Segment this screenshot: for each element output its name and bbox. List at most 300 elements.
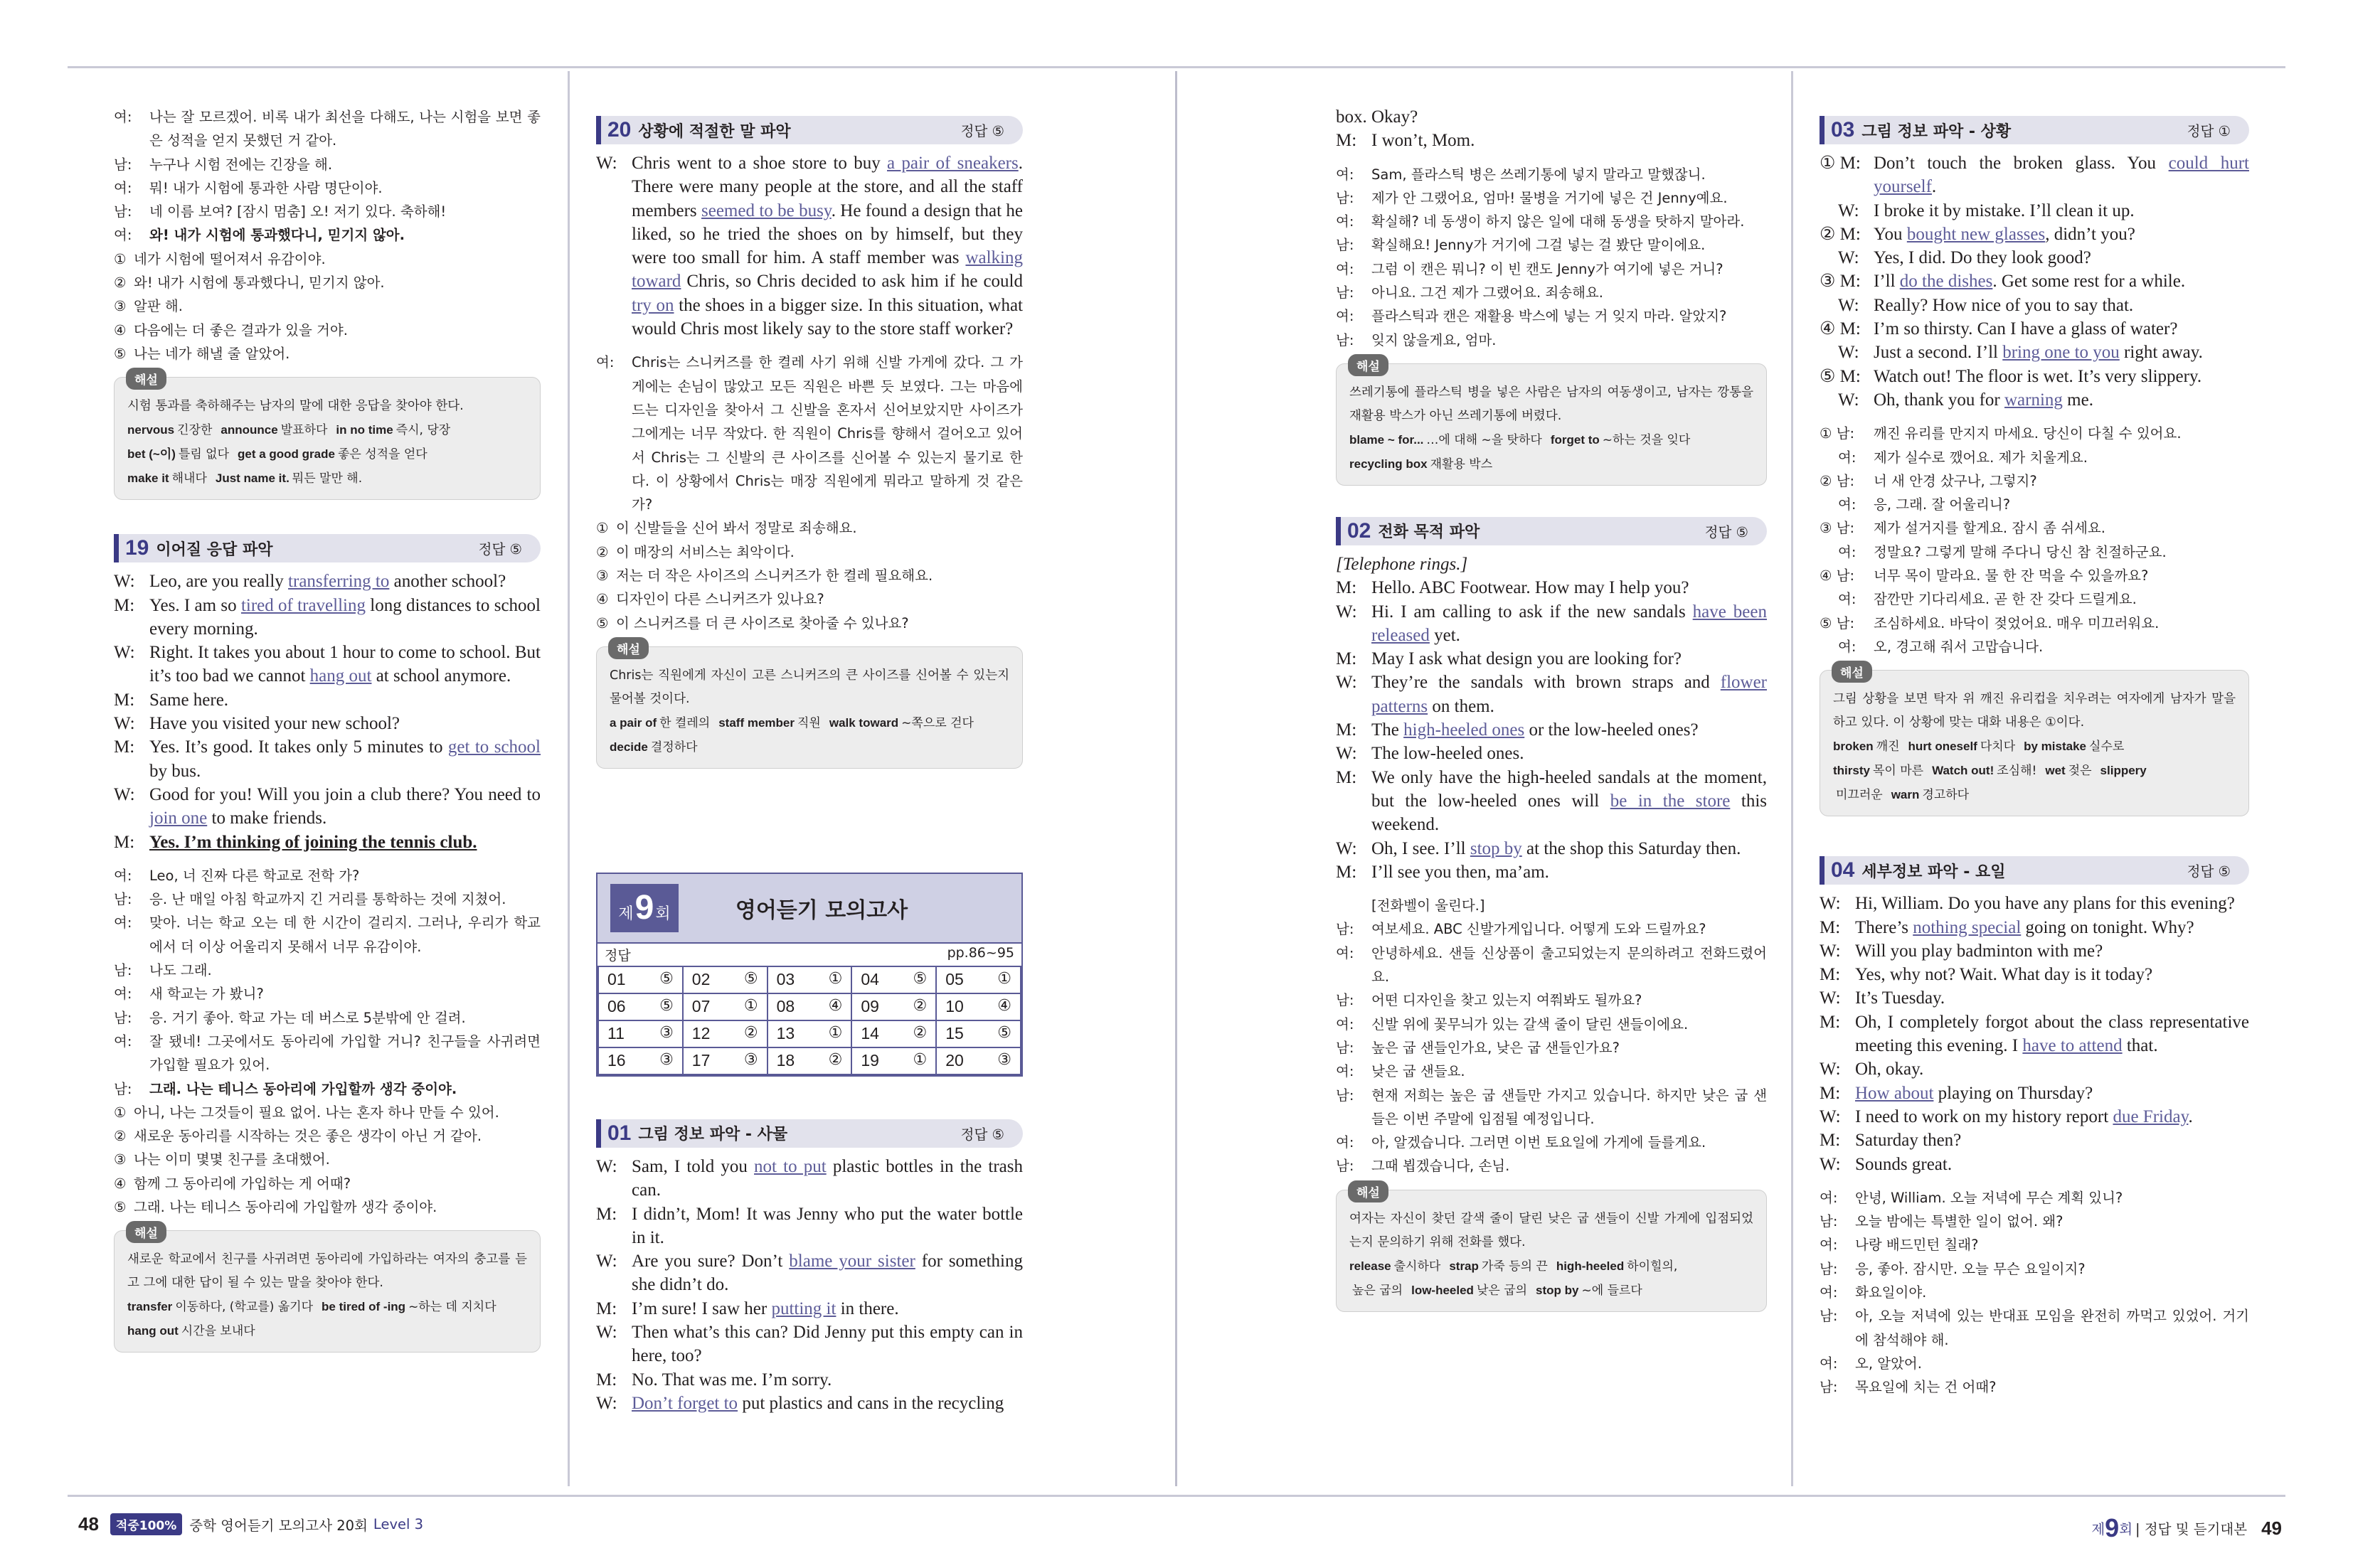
vocab-meaning: ~쪽으로 걷다 bbox=[901, 715, 974, 730]
option-item bbox=[114, 1195, 541, 1219]
text-segment: , didn’t you? bbox=[2045, 224, 2135, 244]
answer-cell bbox=[598, 1020, 683, 1047]
vocab-line bbox=[1833, 735, 2236, 759]
question-type: 상황에 적절한 말 파악 bbox=[638, 122, 791, 141]
answer-cell bbox=[683, 993, 767, 1020]
dialogue-03-english bbox=[1820, 151, 2249, 412]
option-text: 와! 내가 시험에 통과했다니, 믿기지 않아. bbox=[134, 274, 385, 292]
dialogue-line bbox=[1820, 1304, 2249, 1352]
option-text: 이 스니커즈를 더 큰 사이즈로 찾아줄 수 있나요? bbox=[616, 614, 909, 631]
explanation-tag: 해설 bbox=[126, 368, 166, 390]
speaker-label: W: bbox=[1820, 894, 1841, 914]
speaker-label: W: bbox=[1820, 941, 1841, 961]
line-text bbox=[1855, 1057, 2249, 1081]
vocab-term: stop by bbox=[1536, 1283, 1579, 1297]
keyword-underline: hang out bbox=[309, 666, 372, 686]
line-text bbox=[1855, 1129, 2249, 1152]
question-number: 01 bbox=[607, 1121, 632, 1145]
vocab-term: walk toward bbox=[829, 715, 899, 730]
question-number: 20 bbox=[607, 118, 632, 142]
option-text: 그래. 나는 테니스 동아리에 가입할까 생각 중이야. bbox=[134, 1198, 437, 1215]
explanation-text: Chris는 직원에게 자신이 고른 스니커즈의 큰 사이즈를 신어볼 수 있는지 물어볼 것이다. bbox=[610, 668, 1009, 706]
line-text bbox=[1855, 892, 2249, 915]
dialogue-line bbox=[1820, 540, 2249, 564]
section-header bbox=[114, 534, 541, 562]
speaker-label: ③ 남: bbox=[1820, 520, 1855, 537]
line-text bbox=[1855, 939, 2249, 963]
text-segment: I broke it by mistake. I’ll clean it up. bbox=[1874, 201, 2135, 220]
dialogue-line bbox=[1336, 742, 1767, 765]
text-segment: Just a second. I’ll bbox=[1874, 343, 2003, 363]
vocab-line bbox=[127, 1319, 527, 1343]
text-segment: I’m so thirsty. Can I have a glass of water? bbox=[1874, 319, 2178, 339]
option-number: ④ bbox=[596, 591, 609, 608]
line-text bbox=[149, 783, 541, 831]
line-text: 확실해? 네 동생이 하지 않은 일에 대해 동생을 탓하지 말아라. bbox=[1371, 213, 1745, 230]
vocab-meaning: 직원 bbox=[797, 715, 821, 730]
explanation-box-03 bbox=[1820, 666, 2249, 816]
answer-choice: ② bbox=[743, 1024, 758, 1042]
question-no: 15 bbox=[945, 1024, 964, 1043]
option-number: ④ bbox=[114, 1175, 127, 1192]
speaker-label: 여: bbox=[1336, 260, 1354, 277]
dialogue-01-english-cont bbox=[1336, 105, 1767, 153]
vocab-line bbox=[1349, 428, 1753, 452]
dialogue-line bbox=[1336, 129, 1767, 152]
answer-choice: ③ bbox=[659, 1051, 674, 1070]
speaker-label: M: bbox=[1820, 1083, 1841, 1103]
vocab-meaning: ~에 들르다 bbox=[1581, 1283, 1642, 1298]
answer-label: 정답 ⑤ bbox=[960, 1126, 1004, 1143]
speaker-label: W: bbox=[1838, 390, 1859, 410]
dialogue-line bbox=[114, 982, 541, 1006]
line-text: 나랑 배드민턴 칠래? bbox=[1855, 1237, 1979, 1254]
answer-cell bbox=[936, 993, 1021, 1020]
speaker-label: W: bbox=[596, 1323, 617, 1343]
text-segment: going on tonight. Why? bbox=[2021, 917, 2194, 937]
section-header-02 bbox=[1336, 517, 1767, 545]
dialogue-04-english bbox=[1820, 892, 2249, 1176]
line-text: 잠깐만 기다리세요. 곧 한 잔 갖다 드릴게요. bbox=[1874, 591, 2137, 608]
dialogue-line bbox=[596, 1202, 1023, 1250]
dialogue-line bbox=[1336, 647, 1767, 671]
option-text: 네가 시험에 떨어져서 유감이야. bbox=[134, 250, 326, 267]
speaker-label: ⑤ M: bbox=[1820, 366, 1861, 386]
dialogue-line bbox=[114, 105, 541, 153]
text-segment: this weekend. bbox=[1371, 791, 1768, 835]
line-text: 오늘 밤에는 특별한 일이 없어. 왜? bbox=[1855, 1213, 2063, 1230]
line-text bbox=[1371, 718, 1767, 742]
line-text bbox=[1855, 1010, 2249, 1058]
vocab-term: thirsty bbox=[1833, 764, 1870, 778]
vocab-meaning: 젖은 bbox=[2068, 764, 2092, 779]
dialogue-line bbox=[1820, 1105, 2249, 1129]
question-no: 04 bbox=[861, 970, 879, 989]
text-segment: Sam, I told you bbox=[632, 1156, 755, 1176]
dialogue-line bbox=[1820, 892, 2249, 915]
speaker-label: W: bbox=[1838, 343, 1859, 363]
speaker-label: 여: bbox=[114, 914, 132, 932]
option-number: ③ bbox=[596, 567, 609, 585]
question-no: 09 bbox=[861, 997, 879, 1016]
dialogue-line bbox=[1820, 365, 2249, 388]
book-title: 중학 영어듣기 모의고사 20회 bbox=[189, 1517, 368, 1534]
line-text: 조심하세요. 바닥이 젖었어요. 매우 미끄러워요. bbox=[1874, 614, 2160, 631]
page-number-left: 48 bbox=[78, 1513, 99, 1535]
line-text: 응, 좋아. 잠시만. 오늘 무슨 요일이지? bbox=[1855, 1260, 2086, 1277]
column-divider bbox=[1791, 71, 1793, 1486]
line-text bbox=[1855, 963, 2249, 986]
section-header-03 bbox=[1820, 116, 2249, 144]
line-text bbox=[1874, 365, 2249, 388]
dialogue-line bbox=[1820, 939, 2249, 963]
speaker-label: W: bbox=[596, 154, 617, 173]
text-segment: for something she didn’t do. bbox=[632, 1252, 1023, 1295]
vocab-term: Just name it. bbox=[215, 471, 290, 486]
dialogue-01-korean bbox=[1336, 163, 1767, 352]
keyword-underline: warning bbox=[2004, 390, 2063, 410]
vocab-meaning: 목이 마른 bbox=[1872, 764, 1924, 779]
dialogue-line bbox=[114, 1030, 541, 1077]
speaker-label: M: bbox=[1336, 862, 1357, 882]
dialogue-line bbox=[1336, 988, 1767, 1012]
answer-table bbox=[597, 966, 1021, 1075]
vocab-meaning: 좋은 성적을 얻다 bbox=[337, 447, 427, 462]
option-number: ⑤ bbox=[596, 614, 609, 631]
speaker-label: 여: bbox=[1336, 166, 1354, 183]
dialogue-line bbox=[114, 594, 541, 641]
text-segment: I’ll bbox=[1874, 272, 1900, 292]
question-no: 13 bbox=[776, 1024, 795, 1043]
line-text: 정말요? 그렇게 말해 주다니 당신 참 친절하군요. bbox=[1874, 543, 2167, 560]
question-no: 20 bbox=[945, 1051, 964, 1070]
dialogue-line bbox=[1336, 917, 1767, 941]
answer-cell bbox=[851, 1020, 936, 1047]
speaker-label: 남: bbox=[114, 962, 132, 979]
monologue-20-korean bbox=[596, 351, 1023, 516]
option-item bbox=[114, 247, 541, 271]
footer-right bbox=[2091, 1513, 2282, 1543]
option-item bbox=[114, 1172, 541, 1195]
speaker-label: M: bbox=[1336, 767, 1357, 787]
dialogue-line bbox=[1820, 1210, 2249, 1233]
speaker-label: W: bbox=[114, 643, 135, 663]
dialogue-line bbox=[1336, 576, 1767, 599]
speaker-label: W: bbox=[1820, 1154, 1841, 1174]
line-text bbox=[1855, 1105, 2249, 1129]
vocab-term: release bbox=[1349, 1259, 1391, 1273]
text-segment: me. bbox=[2062, 390, 2093, 410]
badge-number: 9 bbox=[634, 888, 654, 927]
keyword-underline: bought new glasses bbox=[1906, 224, 2046, 244]
dialogue-line bbox=[114, 911, 541, 959]
line-text: 목요일에 치는 건 어때? bbox=[1855, 1379, 1997, 1396]
text-segment: in there. bbox=[836, 1298, 899, 1318]
line-text bbox=[1874, 223, 2249, 246]
section-header-20 bbox=[596, 116, 1023, 144]
option-number: ① bbox=[596, 520, 609, 537]
dialogue-line bbox=[114, 1006, 541, 1030]
dialogue-line bbox=[1820, 1129, 2249, 1152]
text-segment: Then what’s this can? Did Jenny put this empty can in here, too? bbox=[632, 1323, 1023, 1366]
answer-label: 정답 ⑤ bbox=[960, 123, 1004, 139]
speaker-label: 남: bbox=[1336, 992, 1354, 1009]
line-text bbox=[1874, 341, 2249, 364]
speaker-label: ① 남: bbox=[1820, 425, 1855, 442]
option-text: 디자인이 다른 스니커즈가 있나요? bbox=[616, 591, 824, 608]
answer-choice: ① bbox=[997, 970, 1011, 988]
answer-choice: ③ bbox=[997, 1051, 1011, 1070]
question-type: 그림 정보 파악 - 상황 bbox=[1861, 122, 2012, 141]
speaker-label: 여: bbox=[1838, 638, 1857, 655]
dialogue-line bbox=[1820, 270, 2249, 293]
answer-cell bbox=[851, 966, 936, 993]
vocab-term: in no time bbox=[336, 423, 393, 437]
section-header bbox=[1820, 856, 2249, 885]
option-text: 저는 더 작은 사이즈의 스니커즈가 한 켤레 필요해요. bbox=[616, 567, 933, 585]
line-text bbox=[1371, 129, 1767, 152]
text-segment: by bus. bbox=[149, 761, 201, 781]
keyword-underline: Don’t forget to bbox=[632, 1393, 738, 1413]
line-text: 네 이름 보여? [잠시 멈춤] 오! 저기 있다. 축하해! bbox=[149, 203, 447, 220]
speaker-label: 남: bbox=[114, 156, 132, 173]
line-text bbox=[1874, 294, 2249, 317]
text-segment: Don’t touch the broken glass. You bbox=[1874, 154, 2169, 173]
speaker-label: W: bbox=[1820, 1060, 1841, 1079]
keyword-underline: do the dishes bbox=[1899, 272, 1993, 292]
answer-choice: ⑤ bbox=[659, 970, 674, 988]
answer-choice: ④ bbox=[828, 997, 843, 1015]
keyword-underline: flower patterns bbox=[1371, 673, 1767, 716]
option-text: 아니, 나는 그것들이 필요 없어. 나는 혼자 하나 만들 수 있어. bbox=[134, 1104, 499, 1121]
speaker-label: M: bbox=[114, 737, 135, 757]
speaker-label: M: bbox=[596, 1370, 617, 1390]
dialogue-line bbox=[596, 1297, 1023, 1321]
question-no: 03 bbox=[776, 970, 795, 989]
speaker-label: W: bbox=[596, 1156, 617, 1176]
speaker-label: ① M: bbox=[1820, 154, 1861, 173]
dialogue-18-korean bbox=[114, 105, 541, 247]
page-range: pp.86~95 bbox=[947, 944, 1014, 961]
answer-cell bbox=[767, 966, 852, 993]
line-text bbox=[1371, 647, 1767, 671]
vocab-term: nervous bbox=[127, 423, 175, 437]
explanation-box-02 bbox=[1336, 1185, 1767, 1312]
option-item bbox=[114, 271, 541, 294]
speaker-label: 남: bbox=[1336, 284, 1354, 302]
text-segment: . He found a design that he liked, so he tried the shoes on by himself, but they were too small for him. A staff member was bbox=[632, 201, 1023, 268]
option-number: ⑤ bbox=[114, 345, 127, 362]
line-text: 현재 저희는 높은 굽 샌들만 가지고 있습니다. 하지만 낮은 굽 샌들은 이번 주말에 입점될 예정입니다. bbox=[1371, 1087, 1767, 1127]
line-text: 그때 뵙겠습니다, 손님. bbox=[1371, 1158, 1510, 1175]
dialogue-line bbox=[1820, 151, 2249, 199]
dialogue-line bbox=[1336, 304, 1767, 328]
dialogue-line bbox=[1820, 564, 2249, 587]
line-text bbox=[149, 831, 541, 854]
speaker-label: W: bbox=[1820, 988, 1841, 1008]
option-text: 나는 이미 몇몇 친구를 초대했어. bbox=[134, 1151, 330, 1168]
text-segment: Same here. bbox=[149, 690, 229, 710]
vocab-term: be tired of -ing bbox=[322, 1300, 406, 1314]
line-text bbox=[149, 735, 541, 783]
dialogue-line bbox=[1336, 210, 1767, 233]
line-text: Chris는 스니커즈를 한 켤레 사기 위해 신발 가게에 갔다. 그 가게에는 손님이 많았고 모든 직원은 바쁜 듯 보였다. 그는 마음에 드는 디자인을 찾아서 그 신발을 혼자서 신어보았지만 사이즈가 그에게는 너무 작았다. 한 직원이 Chris를 향해서 걸어오고 있어서 Chris는 그 신발의 큰 사이즈를 신어볼 수 있는지 물기로 한다. 이 상황에서 Chris는 매장 직원에게 뭐라고 말하게 것 같은가? bbox=[632, 354, 1023, 513]
line-text: 나도 그래. bbox=[149, 962, 212, 979]
keyword-underline: How about bbox=[1855, 1083, 1934, 1103]
vocab-line bbox=[1349, 452, 1753, 476]
dialogue-line bbox=[1820, 1257, 2249, 1281]
speaker-label: W: bbox=[596, 1252, 617, 1271]
explanation-panel bbox=[114, 373, 541, 500]
explanation-tag: 해설 bbox=[1348, 1180, 1388, 1202]
line-text: [전화벨이 울린다.] bbox=[1371, 897, 1485, 914]
text-segment: on them. bbox=[1428, 696, 1494, 716]
answer-choice: ③ bbox=[659, 1024, 674, 1042]
option-item bbox=[596, 564, 1023, 587]
line-text: Sam, 플라스틱 병은 쓰레기통에 넣지 말라고 말했잖니. bbox=[1371, 166, 1706, 183]
answer-choice: ② bbox=[828, 1051, 843, 1070]
line-text bbox=[1371, 837, 1767, 860]
text-segment: It’s Tuesday. bbox=[1855, 988, 1945, 1008]
explanation-tag: 해설 bbox=[1348, 354, 1388, 376]
vocab-meaning: 경고하다 bbox=[1922, 788, 1970, 803]
speaker-label: ② 남: bbox=[1820, 472, 1855, 489]
answer-row bbox=[598, 1047, 1021, 1074]
speaker-label: 여: bbox=[114, 867, 132, 884]
explanation-text: 그림 상황을 보면 탁자 위 깨진 유리컵을 치우려는 여자에게 남자가 말을 하고 있다. 이 상황에 맞는 대화 내용은 ①이다. bbox=[1833, 692, 2236, 730]
text-segment: There’s bbox=[1855, 917, 1913, 937]
line-text: 안녕, William. 오늘 저녁에 무슨 계획 있니? bbox=[1855, 1189, 2123, 1206]
speaker-label: W: bbox=[1336, 838, 1357, 858]
option-number: ① bbox=[114, 1104, 127, 1121]
line-text: 잘 됐네! 그곳에서도 동아리에 가입할 거니? 친구들을 사귀려면 가입할 필요가 있어. bbox=[149, 1033, 541, 1074]
line-text bbox=[632, 1321, 1023, 1368]
line-text: 와! 내가 시험에 통과했다니, 믿기지 않아. bbox=[149, 227, 405, 244]
option-number: ④ bbox=[114, 321, 127, 338]
answer-label: 정답 ⑤ bbox=[2187, 863, 2231, 880]
dialogue-line bbox=[1336, 894, 1767, 917]
option-number: ② bbox=[596, 543, 609, 560]
option-item bbox=[114, 1148, 541, 1171]
column-divider bbox=[568, 71, 570, 1486]
line-text: 그래. 나는 테니스 동아리에 가입할까 생각 중이야. bbox=[149, 1080, 457, 1097]
text-segment: I won’t, Mom. bbox=[1371, 131, 1475, 151]
vocab-line bbox=[1349, 1254, 1753, 1279]
line-text: 오, 알았어. bbox=[1855, 1355, 1922, 1372]
line-text: 그럼 이 캔은 뭐니? 이 빈 캔도 Jenny가 여기에 넣은 거니? bbox=[1371, 260, 1723, 277]
speaker-label: M: bbox=[114, 690, 135, 710]
option-item bbox=[596, 587, 1023, 611]
line-text: 확실해요! Jenny가 거기에 그걸 넣는 걸 봤단 말이에요. bbox=[1371, 237, 1706, 254]
text-segment: the shoes in a bigger size. In this situation, what would Chris most likely say to the store staff worker? bbox=[632, 295, 1023, 339]
line-text bbox=[632, 1392, 1023, 1415]
line-text: 새 학교는 가 봤니? bbox=[149, 986, 264, 1003]
options-20 bbox=[596, 516, 1023, 634]
header-accent-bar bbox=[1820, 856, 1824, 885]
speaker-label: W: bbox=[114, 784, 135, 804]
vocab-meaning: 재활용 박스 bbox=[1430, 457, 1493, 471]
vocab-term: staff member bbox=[718, 715, 795, 730]
text-segment: Will you play badminton with me? bbox=[1855, 941, 2103, 961]
option-text: 알판 해. bbox=[134, 298, 183, 315]
line-text bbox=[1336, 553, 1767, 576]
speaker-label: 남: bbox=[1336, 237, 1354, 254]
line-text bbox=[1855, 1082, 2249, 1105]
vocab-meaning: ~하는 것을 잊다 bbox=[1602, 432, 1691, 447]
section-header bbox=[1820, 116, 2249, 144]
dialogue-line bbox=[1820, 246, 2249, 270]
text-segment: Hello. ABC Footwear. How may I help you? bbox=[1371, 578, 1689, 598]
speaker-label: 여: bbox=[596, 354, 615, 371]
speaker-label: ⑤ 남: bbox=[1820, 614, 1855, 631]
question-no: 11 bbox=[607, 1024, 625, 1043]
vocab-meaning: 미끄러운 bbox=[1836, 788, 1883, 803]
speaker-label: W: bbox=[114, 714, 135, 734]
dialogue-04-korean bbox=[1820, 1186, 2249, 1399]
dialogue-line bbox=[114, 1077, 541, 1101]
answer-choice: ② bbox=[913, 997, 928, 1015]
text-segment: at the shop this Saturday then. bbox=[1521, 838, 1741, 858]
section-header bbox=[596, 1119, 1023, 1148]
dialogue-line bbox=[1336, 163, 1767, 186]
vocab-line bbox=[127, 442, 527, 466]
keyword-underline: due Friday bbox=[2113, 1106, 2189, 1126]
dialogue-line bbox=[596, 1392, 1023, 1415]
dialogue-line bbox=[1820, 294, 2249, 317]
vocab-term: hurt oneself bbox=[1908, 740, 1977, 754]
dialogue-line bbox=[1336, 186, 1767, 210]
bottom-rule bbox=[68, 1495, 2285, 1497]
line-text: 누구나 시험 전에는 긴장을 해. bbox=[149, 156, 333, 173]
vocab-meaning: 해내다 bbox=[171, 471, 207, 486]
dialogue-line bbox=[1820, 516, 2249, 540]
vocab-meaning: 조심해! bbox=[1997, 764, 2037, 779]
line-text: 오, 경고해 줘서 고맙습니다. bbox=[1874, 638, 2044, 655]
speaker-label: M: bbox=[1820, 1012, 1841, 1032]
explanation-box-19 bbox=[114, 1227, 541, 1353]
text-segment: that. bbox=[2122, 1036, 2158, 1056]
speaker-label: M: bbox=[596, 1298, 617, 1318]
dialogue-line bbox=[1336, 1131, 1767, 1154]
footer-section-title: | 정답 및 듣기대본 bbox=[2135, 1521, 2248, 1537]
line-text: 잊지 않을게요, 엄마. bbox=[1371, 331, 1497, 348]
speaker-label: ④ 남: bbox=[1820, 567, 1855, 585]
vocab-meaning: 결정하다 bbox=[650, 740, 698, 754]
text-segment: Yes. I am so bbox=[149, 595, 241, 615]
dialogue-line bbox=[1336, 837, 1767, 860]
line-text bbox=[632, 1155, 1023, 1202]
speaker-label: 남: bbox=[114, 1080, 132, 1097]
vocab-term: by mistake bbox=[2024, 740, 2087, 754]
dialogue-line bbox=[1820, 422, 2249, 445]
vocab-meaning: 즉시, 당장 bbox=[395, 423, 451, 438]
dialogue-line bbox=[114, 176, 541, 200]
answer-choice: ③ bbox=[743, 1051, 758, 1070]
dialogue-line bbox=[1336, 233, 1767, 257]
explanation-box-20 bbox=[596, 642, 1023, 769]
options-19 bbox=[114, 1101, 541, 1219]
explanation-text: 새로운 학교에서 친구를 사귀려면 동아리에 가입하라는 여자의 충고를 듣고 그에 대한 답이 될 수 있는 말을 찾아야 한다. bbox=[127, 1252, 527, 1291]
test-number-badge bbox=[610, 884, 679, 932]
speaker-label: 남: bbox=[114, 203, 132, 220]
dialogue-line bbox=[1336, 718, 1767, 742]
speaker-label: 남: bbox=[1336, 1087, 1354, 1104]
dialogue-line bbox=[114, 223, 541, 247]
answer-cell bbox=[683, 966, 767, 993]
keyword-underline: not to put bbox=[754, 1156, 827, 1176]
keyword-underline: walking toward bbox=[632, 248, 1023, 292]
question-type: 그림 정보 파악 - 사물 bbox=[638, 1126, 788, 1144]
